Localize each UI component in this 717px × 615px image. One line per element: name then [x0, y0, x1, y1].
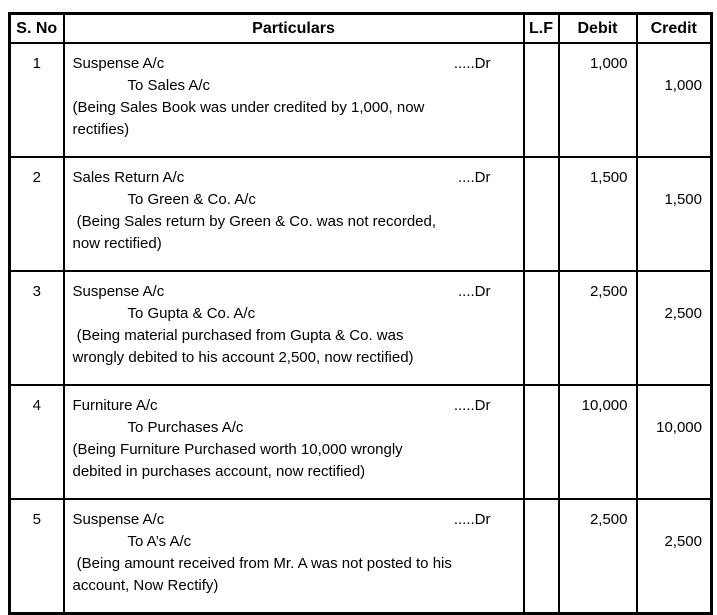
credit-amount: 2,500 — [664, 305, 702, 322]
debit-amount: 2,500 — [559, 271, 637, 385]
journal-entries-table — [8, 12, 713, 615]
credit-amount: 2,500 — [664, 533, 702, 550]
header-debit: Debit — [559, 14, 637, 44]
narration-line-2: account, Now Rectify) — [72, 577, 219, 594]
credited-account: To Green & Co. A/c — [127, 191, 256, 208]
ledger-folio-cell — [524, 157, 559, 271]
narration-line-2: wrongly debited to his account 2,500, now rectified) — [72, 349, 414, 366]
header-particulars: Particulars — [64, 14, 524, 44]
credited-account: To Sales A/c — [127, 77, 211, 94]
credit-cell — [637, 499, 712, 614]
credit-cell — [637, 43, 712, 157]
serial-number: 5 — [10, 499, 64, 614]
dr-label: .....Dr — [453, 511, 491, 528]
particulars-cell — [64, 385, 524, 499]
table-row — [10, 271, 712, 385]
dr-label: ....Dr — [458, 283, 491, 300]
credited-account: To Purchases A/c — [127, 419, 244, 436]
header-credit: Credit — [637, 14, 712, 44]
debited-account: Suspense A/c — [72, 283, 165, 300]
narration-line-1: (Being material purchased from Gupta & Co. was — [72, 327, 404, 344]
narration-line-2: rectifies) — [72, 121, 130, 138]
header-serial-number: S. No — [10, 14, 64, 44]
dr-label: .....Dr — [453, 55, 491, 72]
serial-number: 2 — [10, 157, 64, 271]
debit-amount: 1,000 — [559, 43, 637, 157]
ledger-folio-cell — [524, 43, 559, 157]
debit-amount: 2,500 — [559, 499, 637, 614]
header-ledger-folio: L.F — [524, 14, 559, 44]
table-row — [10, 157, 712, 271]
serial-number: 3 — [10, 271, 64, 385]
debited-account: Suspense A/c — [72, 511, 165, 528]
particulars-cell — [64, 43, 524, 157]
table-row — [10, 499, 712, 614]
credited-account: To A’s A/c — [127, 533, 192, 550]
credit-cell — [637, 385, 712, 499]
dr-label: .....Dr — [453, 397, 491, 414]
credit-cell — [637, 271, 712, 385]
ledger-folio-cell — [524, 271, 559, 385]
credit-amount: 1,500 — [664, 191, 702, 208]
table-row — [10, 385, 712, 499]
particulars-cell — [64, 157, 524, 271]
serial-number: 1 — [10, 43, 64, 157]
narration-line-1: (Being amount received from Mr. A was not posted to his — [72, 555, 452, 572]
entry-debit-line — [73, 167, 517, 189]
ledger-folio-cell — [524, 499, 559, 614]
narration-line-1: (Being Sales return by Green & Co. was not recorded, — [72, 213, 437, 230]
table-row — [10, 43, 712, 157]
credit-cell — [637, 157, 712, 271]
narration-line-1: (Being Furniture Purchased worth 10,000 wrongly — [72, 441, 403, 458]
ledger-folio-cell — [524, 385, 559, 499]
particulars-cell — [64, 499, 524, 614]
dr-label: ....Dr — [458, 169, 491, 186]
debit-amount: 10,000 — [559, 385, 637, 499]
debited-account: Furniture A/c — [72, 397, 158, 414]
entry-debit-line — [73, 53, 517, 75]
narration-line-2: debited in purchases account, now rectified) — [72, 463, 366, 480]
credit-amount: 10,000 — [656, 419, 702, 436]
entry-debit-line — [73, 509, 517, 531]
particulars-cell — [64, 271, 524, 385]
debited-account: Suspense A/c — [72, 55, 165, 72]
narration-line-2: now rectified) — [72, 235, 162, 252]
entry-debit-line — [73, 395, 517, 417]
entry-debit-line — [73, 281, 517, 303]
debited-account: Sales Return A/c — [72, 169, 185, 186]
credit-amount: 1,000 — [664, 77, 702, 94]
narration-line-1: (Being Sales Book was under credited by 1,000, now — [72, 99, 425, 116]
credited-account: To Gupta & Co. A/c — [127, 305, 256, 322]
serial-number: 4 — [10, 385, 64, 499]
debit-amount: 1,500 — [559, 157, 637, 271]
header-row — [10, 14, 712, 44]
